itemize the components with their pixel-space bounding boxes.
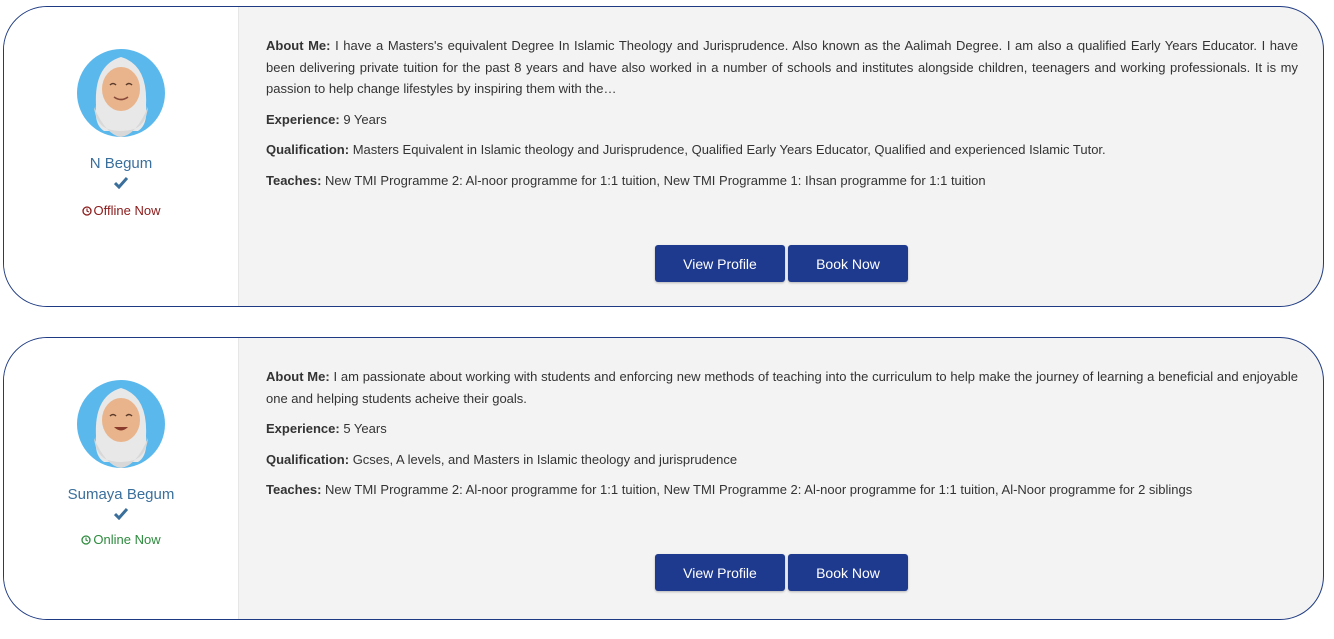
book-now-button[interactable]: Book Now <box>788 554 908 591</box>
experience-label: Experience: <box>266 421 340 436</box>
about-me <box>266 35 1298 100</box>
teaches <box>266 479 1298 501</box>
about-me <box>266 366 1298 409</box>
view-profile-button[interactable]: View Profile <box>655 245 785 282</box>
about-label: About Me: <box>266 369 330 384</box>
teaches-label: Teaches: <box>266 482 322 497</box>
qualification <box>266 139 1298 161</box>
teaches-value: New TMI Programme 2: Al-noor programme for 1:1 tuition, New TMI Programme 2: Al-noor programme for 1:1 tuition, Al-Noor programme for 2 siblings <box>325 482 1193 497</box>
experience <box>266 418 1298 440</box>
clock-icon <box>82 206 92 216</box>
qualification-label: Qualification: <box>266 142 350 157</box>
clock-icon <box>81 535 91 545</box>
status-online <box>4 532 238 547</box>
tutor-details <box>266 366 1298 510</box>
tutor-details <box>266 35 1298 200</box>
tutor-card <box>3 337 1324 620</box>
about-label: About Me: <box>266 38 331 53</box>
about-text: I am passionate about working with students and enforcing new methods of teaching into the curriculum to help make the journey of learning a beneficial and enjoyable one and helping students acheive their goals. <box>266 369 1298 406</box>
qualification-value: Gcses, A levels, and Masters in Islamic theology and jurisprudence <box>352 451 738 467</box>
check-icon <box>114 508 128 520</box>
teaches-value: New TMI Programme 2: Al-noor programme for 1:1 tuition, New TMI Programme 1: Ihsan programme for 1:1 tuition <box>325 172 986 188</box>
view-profile-button[interactable]: View Profile <box>655 554 785 591</box>
tutor-avatar-icon[interactable] <box>76 45 166 137</box>
tutor-avatar-icon[interactable] <box>76 376 166 468</box>
tutor-profile-column <box>4 338 239 619</box>
tutor-profile-column <box>4 7 239 306</box>
teaches <box>266 170 1298 192</box>
experience-value: 9 Years <box>343 111 387 127</box>
qualification-value: Masters Equivalent in Islamic theology and Jurisprudence, Qualified Early Years Educator, Qualified and experienced Islamic Tutor. <box>352 142 1106 157</box>
status-text: Online Now <box>93 532 161 547</box>
qualification-label: Qualification: <box>266 451 350 467</box>
status-text: Offline Now <box>93 203 161 218</box>
tutor-name[interactable]: N Begum <box>89 155 153 172</box>
about-text: I have a Masters's equivalent Degree In Islamic Theology and Jurisprudence. Also known as the Aalimah Degree. I am also a qualified Early Years Educator. I have been delivering private tuition for the past 8 years and have also worked in a number of schools and institutes alongside children, teenagers and working professionals. It is my passion to help change lifestyles by inspiring them with the… <box>266 38 1298 96</box>
tutor-name[interactable]: Sumaya Begum <box>67 486 175 503</box>
book-now-button[interactable]: Book Now <box>788 245 908 282</box>
experience-label: Experience: <box>266 111 340 127</box>
experience <box>266 109 1298 131</box>
qualification <box>266 449 1298 471</box>
status-offline <box>4 203 238 218</box>
tutor-card <box>3 6 1324 307</box>
check-icon <box>114 177 128 189</box>
teaches-label: Teaches: <box>266 172 322 188</box>
experience-value: 5 Years <box>343 421 387 436</box>
